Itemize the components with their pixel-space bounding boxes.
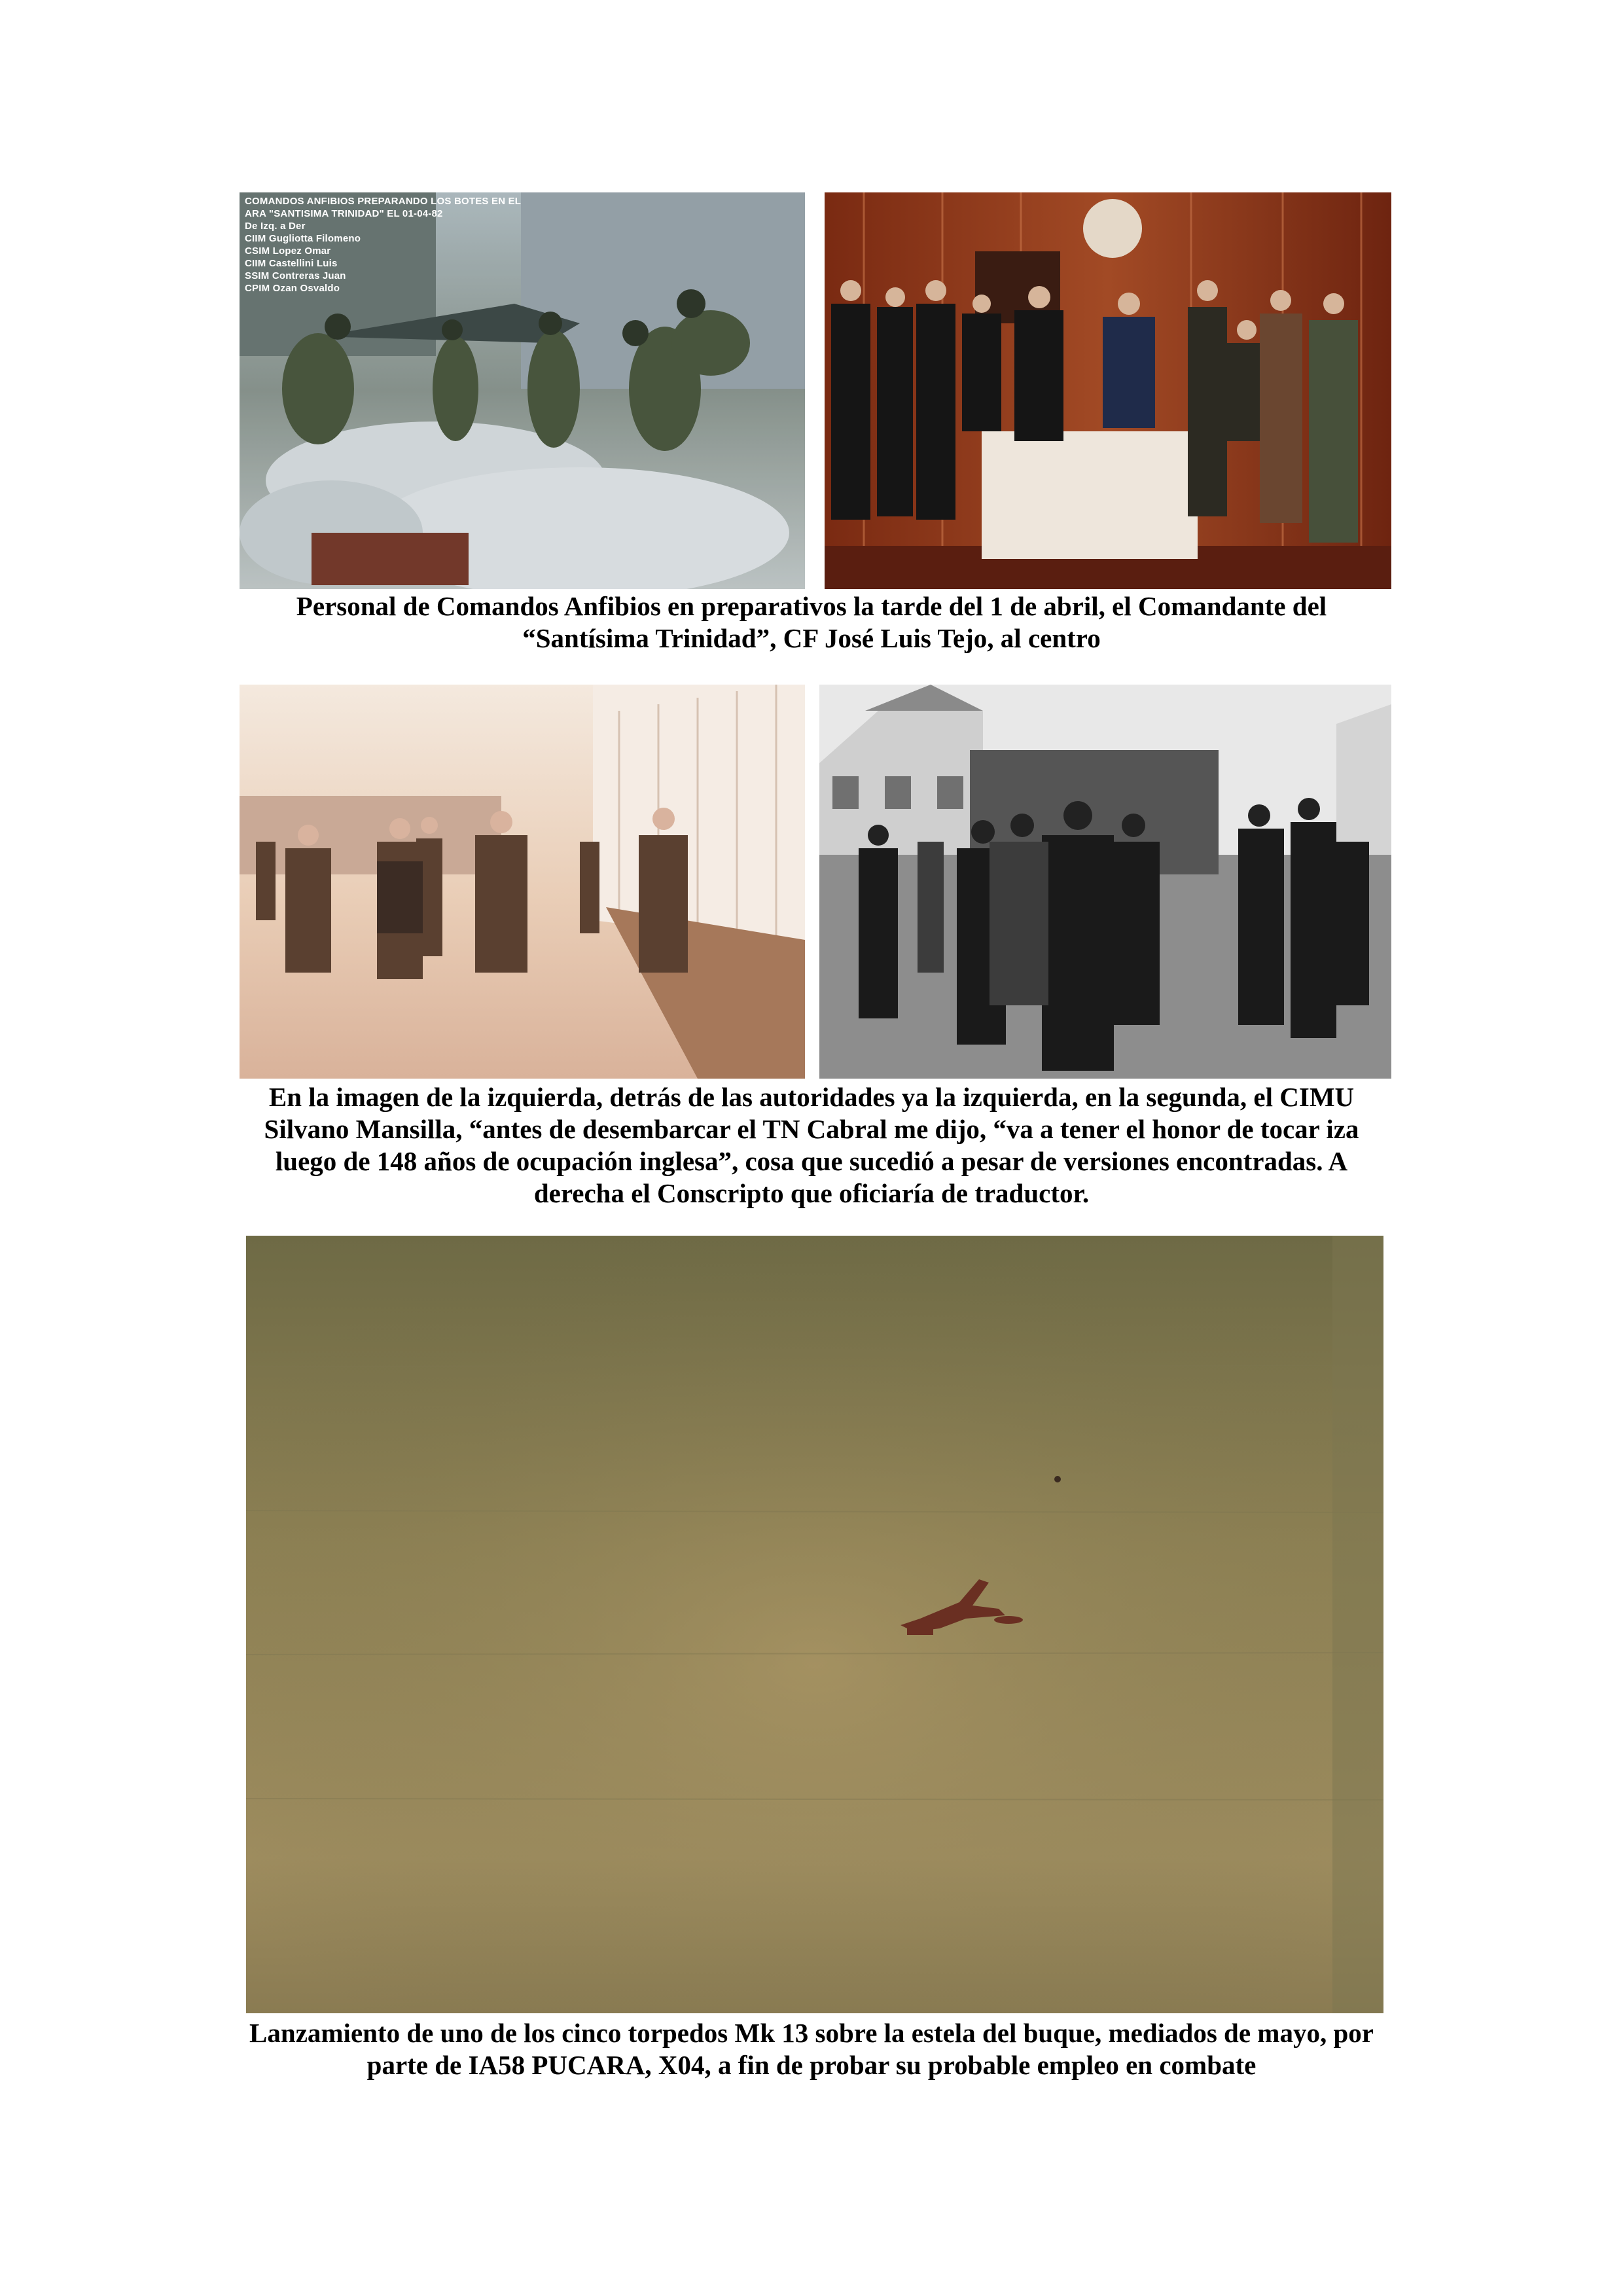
caption-3-line: Lanzamiento de uno de los cinco torpedos Mk 13 sobre la estela del buque, mediados de mayo, por — [249, 2018, 1374, 2048]
caption-1-line: “Santísima Trinidad”, CF José Luis Tejo, al centro — [522, 623, 1101, 653]
overlay-line: ARA "SANTISIMA TRINIDAD" EL 01-04-82 — [245, 208, 443, 219]
caption-1 — [196, 590, 1427, 655]
photo-aircraft-torpedo-image — [246, 1236, 1383, 2013]
overlay-line: COMANDOS ANFIBIOS PREPARANDO LOS BOTES EN EL — [245, 196, 522, 207]
overlay-line: CIIM Castellini Luis — [245, 258, 338, 269]
caption-2-line: luego de 148 años de ocupación inglesa”, cosa que sucedió a pesar de versiones encontradas. A — [275, 1146, 1348, 1176]
caption-3 — [196, 2017, 1427, 2081]
caption-2-line: En la imagen de la izquierda, detrás de las autoridades ya la izquierda, en la segunda, el CIMU — [268, 1082, 1355, 1112]
overlay-line: CPIM Ozan Osvaldo — [245, 283, 340, 294]
photo-commandos-boats-overlay-text — [245, 195, 521, 295]
overlay-line: De Izq. a Der — [245, 221, 306, 232]
caption-2-line: derecha el Conscripto que oficiaría de traductor. — [533, 1178, 1090, 1208]
photo-commander-office-image — [825, 192, 1391, 589]
caption-2-line: Silvano Mansilla, “antes de desembarcar el TN Cabral me dijo, “va a tener el honor de tocar iza — [264, 1114, 1359, 1144]
overlay-line: CSIM Lopez Omar — [245, 245, 331, 257]
caption-2 — [196, 1081, 1427, 1210]
overlay-line: SSIM Contreras Juan — [245, 270, 346, 281]
caption-1-line: Personal de Comandos Anfibios en preparativos la tarde del 1 de abril, el Comandante del — [296, 591, 1327, 621]
photo-commandos-boats — [240, 192, 805, 589]
photo-aircraft-torpedo — [246, 1236, 1383, 2013]
photo-commander-office — [825, 192, 1391, 589]
photo-authorities-walking — [240, 685, 805, 1079]
photo-soldiers-street-image — [819, 685, 1391, 1079]
caption-3-line: parte de IA58 PUCARA, X04, a fin de probar su probable empleo en combate — [366, 2050, 1257, 2080]
photo-authorities-walking-image — [240, 685, 805, 1079]
photo-soldiers-street — [819, 685, 1391, 1079]
overlay-line: CIIM Gugliotta Filomeno — [245, 233, 361, 244]
